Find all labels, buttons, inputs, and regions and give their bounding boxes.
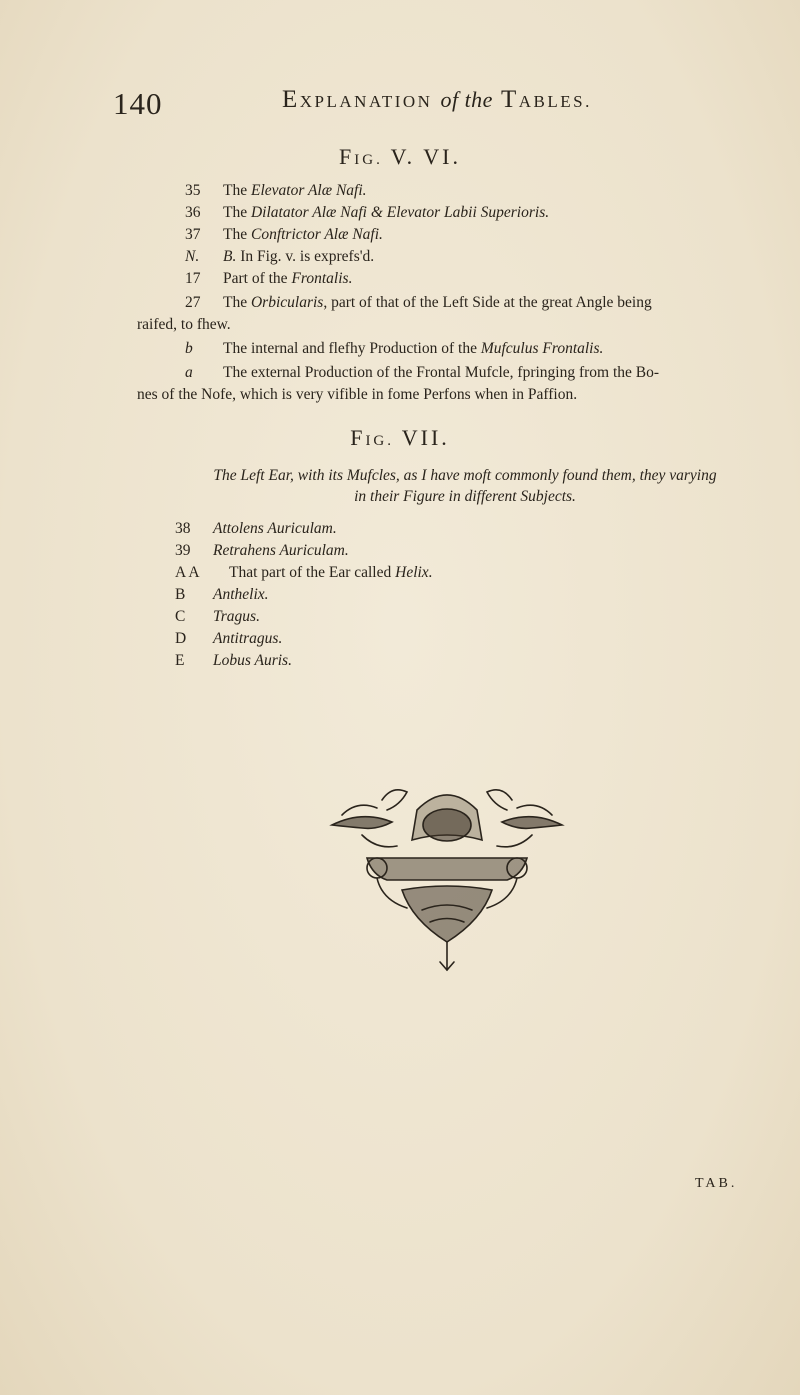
entry-text: The external Production of the Frontal Mufcle, fpringing from the Bo- [223,364,660,381]
entry-key: 36 [185,204,201,221]
legend-entry-wrapped [137,292,767,336]
running-title [282,86,592,114]
legend-entry [185,202,765,224]
entry-italic-term: Attolens Auriculam. [213,520,337,537]
legend-entry [185,246,765,268]
legend-entry-wrapped [137,362,767,406]
heading-number: V. VI. [390,144,461,169]
legend-entry [175,518,755,540]
entry-text: The [223,294,251,311]
entry-key: E [175,652,185,669]
entry-italic-term: Antitragus. [213,630,283,647]
entry-italic-term: Orbicularis [250,294,324,311]
legend-entry [175,584,755,606]
entry-text: The [223,226,251,243]
heading-number: VII. [401,425,450,450]
entry-key: 17 [185,270,201,287]
entry-key: C [175,608,186,625]
entry-key: a [185,364,193,381]
entry-continuation: raifed, to fhew. [137,316,231,333]
heading-initial: F [339,144,355,169]
entry-key: b [185,340,193,357]
entry-italic-term: Anthelix. [213,586,269,603]
entry-text: The [223,182,251,199]
entry-text: That part of the Ear called [229,564,396,581]
running-title-connector: of the [440,87,493,112]
section-heading-fig-v-vi [0,144,800,170]
entry-key: 39 [175,542,191,559]
legend-entry [175,606,755,628]
entry-italic-term: Dilatator Alæ Nafi & Elevator Labii Superioris. [250,204,550,221]
heading-rest: IG. [354,152,383,168]
legend-entry [185,224,765,246]
legend-entry [185,268,765,290]
entry-italic-term: Conftrictor Alæ Nafi. [250,226,383,243]
page-number: 140 [113,86,163,121]
entry-italic-term: Helix. [395,564,433,581]
catchword: TAB. [695,1176,738,1191]
legend-entry [175,562,755,584]
entry-text: The internal and flefhy Production of the [223,340,481,357]
entry-text-after: , part of that of the Left Side at the great Angle being [323,294,652,311]
entry-text-after: In Fig. v. is exprefs'd. [236,248,375,265]
entry-key: B [175,586,186,603]
entry-italic-term: Lobus Auris. [213,652,292,669]
running-title-rest-1: XPLANATION [299,92,433,111]
entry-text: Part of the [223,270,292,287]
running-title-rest-2: ABLES. [518,92,592,111]
entry-key: N. [185,248,200,265]
entry-key: 38 [175,520,191,537]
legend-entry [175,650,755,672]
section-heading-fig-vii [0,425,800,451]
entry-text: The [223,204,251,221]
caption-line-2: in their Figure in different Subjects. [354,488,576,505]
entry-key: A A [175,564,200,581]
entry-key: 37 [185,226,201,243]
entry-italic-term: Elevator Alæ Nafi. [250,182,367,199]
running-title-initial-2: T [500,86,519,113]
entry-key: 35 [185,182,201,199]
entry-italic-term: Frontalis. [291,270,353,287]
heading-rest: IG. [365,433,395,449]
legend-entry [185,338,765,360]
legend-entry [175,540,755,562]
entry-italic-term: B. [223,248,237,265]
entry-italic-term: Mufculus Frontalis. [480,340,604,357]
entry-italic-term: Tragus. [213,608,260,625]
figure-caption [160,465,770,507]
entry-continuation: nes of the Nofe, which is very vifible in fome Perfons when in Paffion. [137,386,578,403]
entry-italic-term: Retrahens Auriculam. [213,542,349,559]
tailpiece-ornament-icon [322,770,572,979]
running-title-initial-1: E [282,86,300,113]
legend-entry [175,628,755,650]
entry-key: D [175,630,187,647]
caption-line-1: The Left Ear, with its Mufcles, as I have moft commonly found them, they varying [213,467,717,484]
entry-key: 27 [185,294,201,311]
heading-initial: F [350,425,366,450]
legend-entry [185,180,765,202]
